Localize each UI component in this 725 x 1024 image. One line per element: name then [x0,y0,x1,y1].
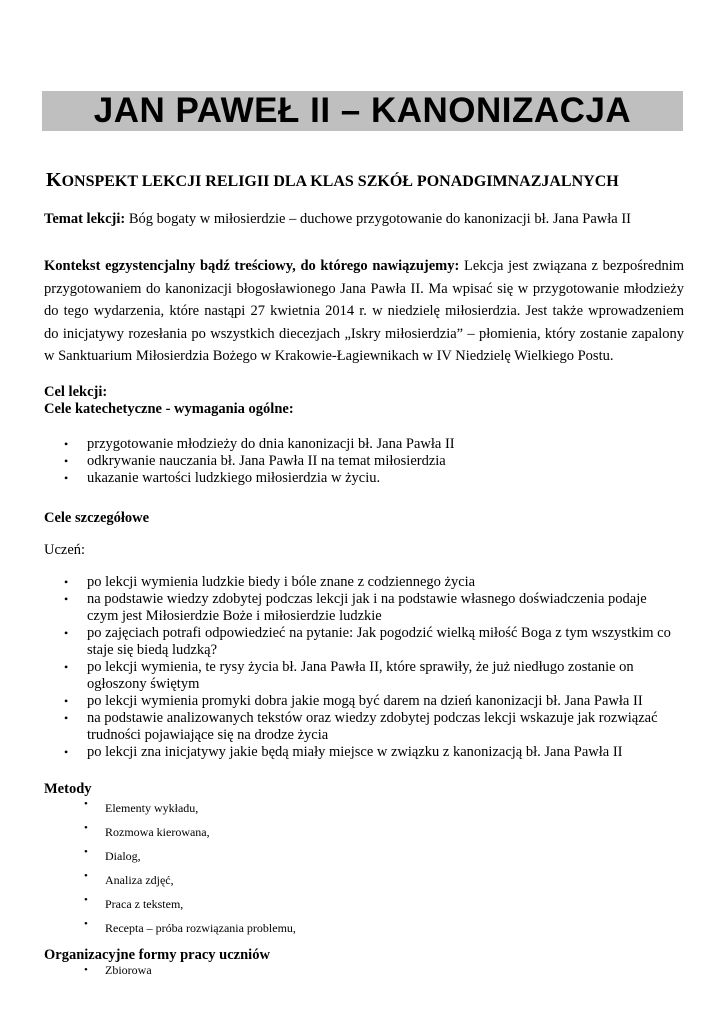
title-banner [42,91,683,131]
list-item-text: po lekcji wymienia promyki dobra jakie mogą być darem na dzień kanonizacji bł. Jana Pawła II [87,693,643,709]
bullet-icon: • [84,822,88,834]
list-item-text: po lekcji wymienia, te rysy życia bł. Jana Pawła II, które sprawiły, że już niedługo zostanie on [87,659,634,675]
bullet-icon: • [64,471,69,485]
list-item [44,892,684,916]
list-item [44,436,684,453]
methods-heading: Metody [44,781,92,797]
list-item-text: Praca z tekstem, [105,897,184,911]
forms-list [44,962,684,979]
goals-heading-1: Cel lekcji: [44,384,108,400]
bullet-icon: • [64,575,69,589]
bullet-icon: • [64,437,69,451]
list-item-text: na podstawie analizowanych tekstów oraz wiedzy zdobytej podczas lekcji wskazuje jak rozwiązać [87,710,658,726]
student-label: Uczeń: [44,542,86,558]
general-goals-list [44,436,684,487]
list-item [44,796,684,820]
list-item-text-cont: czym jest Miłosierdzie Boże i miłosierdzie ludzkie [87,608,382,624]
detailed-goals-list [44,574,684,761]
bullet-icon: • [64,592,69,606]
list-item [44,625,684,659]
bullet-icon: • [64,454,69,468]
list-item-text-cont: trudności pojawiające się na drodze życia [87,727,329,743]
goals-headings [44,384,684,418]
context-line-3: do tego wydarzenia, które nastąpi 27 kwietnia 2014 r. w niedzielę miłosierdzia. Jest także wprowadzeniem [44,303,684,319]
bullet-icon: • [84,870,88,882]
list-item-text: po zajęciach potrafi odpowiedzieć na pytanie: Jak pogodzić wielką miłość Boga z tym wszystkim co [87,625,671,641]
page-title: JAN PAWEŁ II – KANONIZACJA [93,91,632,130]
list-item [44,693,684,710]
list-item-text: Dialog, [105,849,141,863]
list-item [44,470,684,487]
list-item [44,916,684,940]
list-item-text: po lekcji zna inicjatywy jakie będą miały miejsce w związku z kanonizacją bł. Jana Pawła II [87,744,623,760]
context-label: Kontekst egzystencjalny bądź treściowy, do którego nawiązujemy: [44,258,460,274]
bullet-icon: • [84,964,88,976]
subtitle [46,169,696,193]
list-item-text: Recepta – próba rozwiązania problemu, [105,921,296,935]
context-paragraph [44,255,684,368]
context-line-1 [44,255,684,278]
bullet-icon: • [84,846,88,858]
list-item-text: Rozmowa kierowana, [105,825,210,839]
list-item-text: po lekcji wymienia ludzkie biedy i bóle znane z codziennego życia [87,574,476,590]
bullet-icon: • [64,745,69,759]
forms-heading: Organizacyjne formy pracy uczniów [44,947,270,963]
list-item-text: Analiza zdjęć, [105,873,174,887]
list-item-text-cont: staje się biedą ludzką? [87,642,218,658]
list-item [44,710,684,744]
lesson-topic [44,209,684,229]
topic-text: Bóg bogaty w miłosierdzie – duchowe przygotowanie do kanonizacji bł. Jana Pawła II [128,211,631,227]
list-item [44,844,684,868]
bullet-icon: • [64,711,69,725]
list-item [44,868,684,892]
list-item-text: ukazanie wartości ludzkiego miłosierdzia w życiu. [87,470,381,486]
subtitle-first-letter: K [46,169,62,191]
bullet-icon: • [84,798,88,810]
context-line-5: w Sanktuarium Miłosierdzia Bożego w Krakowie-Łagiewnikach w IV Niedzielę Wielkiego Postu. [44,348,614,364]
list-item [44,659,684,693]
bullet-icon: • [84,894,88,906]
bullet-icon: • [64,694,69,708]
list-item-text: Elementy wykładu, [105,801,199,815]
bullet-icon: • [64,626,69,640]
bullet-icon: • [84,918,88,930]
list-item [44,820,684,844]
list-item-text: przygotowanie młodzieży do dnia kanonizacji bł. Jana Pawła II [87,436,455,452]
context-line-1-text: Lekcja jest związana z bezpośrednim [464,258,685,274]
list-item [44,574,684,591]
list-item [44,591,684,625]
goals-heading-2: Cele katechetyczne - wymagania ogólne: [44,401,294,417]
list-item [44,744,684,761]
list-item [44,962,684,979]
list-item-text: na podstawie wiedzy zdobytej podczas lekcji jak i na podstawie własnego doświadczenia podaje [87,591,647,607]
subtitle-rest: ONSPEKT LEKCJI RELIGII DLA KLAS SZKÓŁ PONADGIMNAZJALNYCH [61,173,619,190]
list-item-text-cont: ogłoszony świętym [87,676,200,692]
topic-label: Temat lekcji: [44,211,126,227]
list-item [44,453,684,470]
list-item-text: odkrywanie nauczania bł. Jana Pawła II na temat miłosierdzia [87,453,446,469]
detailed-goals-heading: Cele szczegółowe [44,510,150,526]
methods-list [44,796,684,940]
bullet-icon: • [64,660,69,674]
context-line-4: do inicjatywy rozesłania po wszystkich diecezjach „Iskry miłosierdzia” – płomienia, który zostanie zapalony [44,325,684,342]
context-line-2: przygotowaniem do kanonizacji błogosławionego Jana Pawła II. Ma wpisać się w przygotowanie młodzieży [44,280,684,297]
list-item-text: Zbiorowa [105,963,152,977]
